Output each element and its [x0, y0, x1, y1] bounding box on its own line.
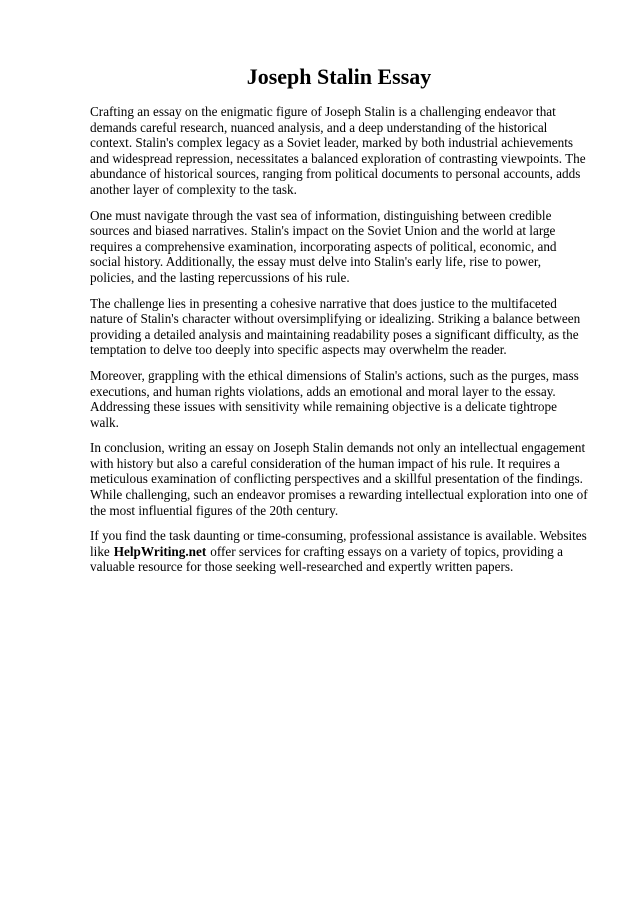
paragraph-3: The challenge lies in presenting a cohesive narrative that does justice to the multifaceted nature of Stalin's character without oversimplifying or idealizing. Striking a balance between providing a detailed analysis and maintaining readability poses a significant difficulty, as the temptation to delve too deeply into specific aspects may overwhelm the reader. — [90, 295, 581, 358]
paragraph-6-text-before: If you find the task daunting or time-consuming, professional assistance is available. Websites like — [90, 528, 587, 559]
page-title: Joseph Stalin Essay — [246, 64, 432, 89]
paragraph-6-text-after: offer services for crafting essays on a variety of topics, providing a valuable resource for those seeking well-researched and expertly written papers. — [90, 543, 563, 575]
paragraph-1: Crafting an essay on the enigmatic figure of Joseph Stalin is a challenging endeavor that demands careful research, nuanced analysis, and a deep understanding of the historical context. Stalin's complex legacy as a Soviet leader, marked by both industrial achievements and widespread repression, necessitates a balanced exploration of contrasting viewpoints. The abundance of historical sources, ranging from political documents to personal accounts, adds another layer of complexity to the task. — [90, 104, 586, 197]
paragraph-5: In conclusion, writing an essay on Joseph Stalin demands not only an intellectual engagement with history but also a careful consideration of the human impact of his rule. It requires a meticulous examination of conflicting perspectives and a skillful presentation of the findings. While challenging, such an endeavor promises a rewarding intellectual exploration into one of the most influential figures of the 20th century. — [90, 440, 588, 518]
paragraph-6 — [90, 528, 588, 575]
helpwriting-link[interactable]: HelpWriting.net — [113, 543, 207, 559]
paragraph-4: Moreover, grappling with the ethical dimensions of Stalin's actions, such as the purges, mass executions, and human rights violations, adds an emotional and moral layer to the essay. Addressing these issues with sensitivity while remaining objective is a delicate tightrope walk. — [90, 367, 579, 430]
paragraph-2: One must navigate through the vast sea of information, distinguishing between credible sources and biased narratives. Stalin's impact on the Soviet Union and the world at large requires a comprehensive examination, incorporating aspects of political, economic, and social history. Additionally, the essay must delve into Stalin's early life, rise to power, policies, and the lasting repercussions of his rule. — [90, 207, 557, 285]
